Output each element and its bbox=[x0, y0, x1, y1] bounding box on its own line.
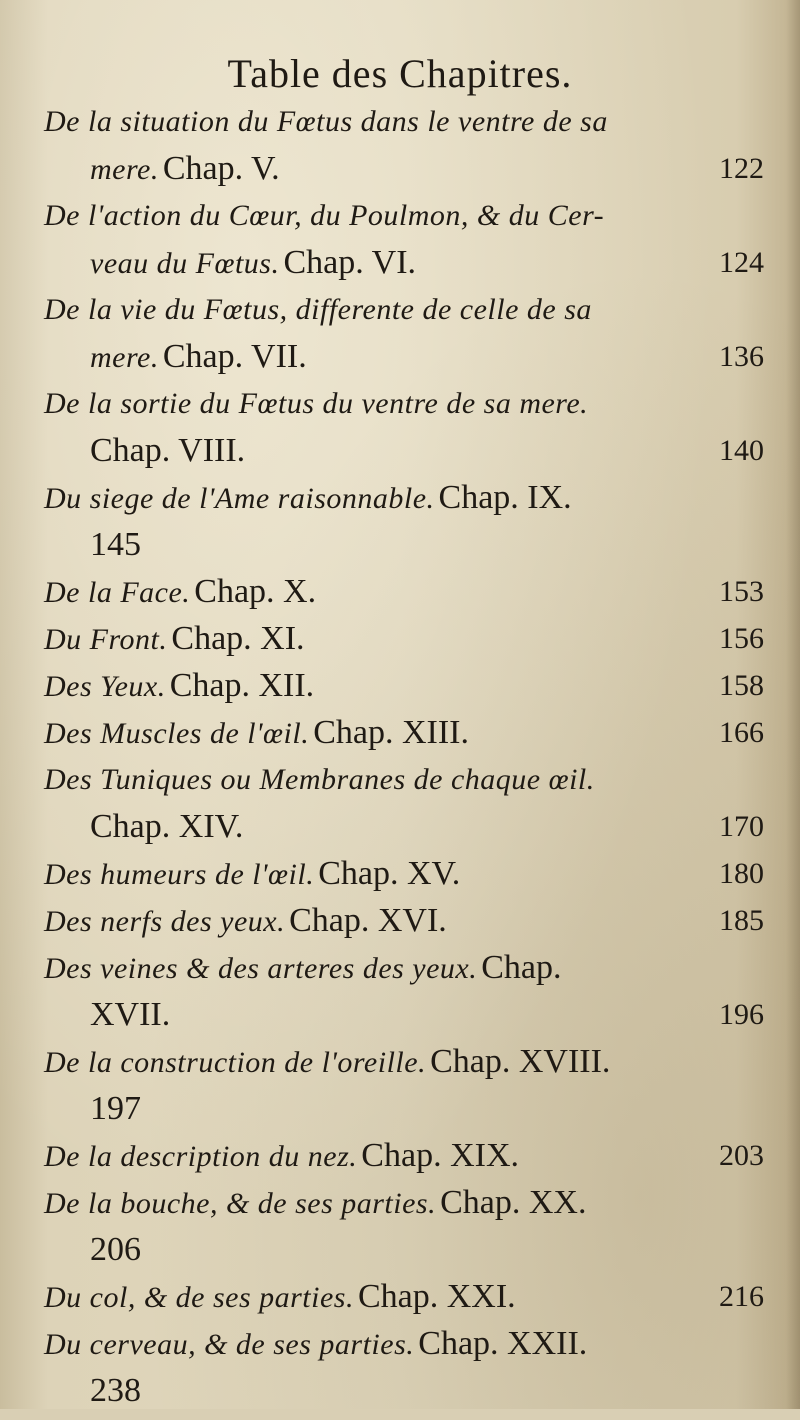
page-number: 124 bbox=[719, 246, 764, 279]
chapter-number: XVII. bbox=[90, 996, 171, 1033]
page-number: 122 bbox=[719, 152, 764, 185]
toc-line bbox=[44, 709, 764, 756]
chapter-title: Des Muscles de l'œil. bbox=[44, 717, 310, 750]
page-number: 166 bbox=[719, 716, 764, 749]
page-number: 196 bbox=[719, 998, 764, 1031]
toc-line bbox=[44, 803, 764, 850]
chapter-number: Chap. IX. bbox=[438, 479, 572, 516]
chapter-number: Chap. XX. bbox=[440, 1184, 587, 1221]
toc-line bbox=[44, 1273, 764, 1320]
chapter-title: Des Tuniques ou Membranes de chaque œil. bbox=[44, 763, 595, 796]
page-number: 145 bbox=[90, 526, 141, 563]
chapter-title: De la construction de l'oreille. bbox=[44, 1046, 427, 1079]
toc-line bbox=[44, 944, 764, 991]
chapter-title: mere. bbox=[90, 341, 159, 374]
chapter-title: Du siege de l'Ame raisonnable. bbox=[44, 482, 435, 515]
page-number: 206 bbox=[90, 1231, 141, 1268]
page-number: 185 bbox=[719, 904, 764, 937]
chapter-number: Chap. XIV. bbox=[90, 808, 244, 845]
table-of-contents bbox=[44, 98, 764, 1414]
chapter-title: veau du Fœtus. bbox=[90, 247, 280, 280]
chapter-number: Chap. XXII. bbox=[418, 1325, 588, 1362]
page-number: 197 bbox=[90, 1090, 141, 1127]
chapter-title: Des humeurs de l'œil. bbox=[44, 858, 315, 891]
chapter-title: Des Yeux. bbox=[44, 670, 166, 703]
page-number: 238 bbox=[90, 1372, 141, 1409]
chapter-title: De l'action du Cœur, du Poulmon, & du Cer- bbox=[44, 199, 605, 232]
toc-line bbox=[44, 380, 764, 427]
toc-line bbox=[44, 756, 764, 803]
toc-line bbox=[44, 991, 764, 1038]
toc-line bbox=[44, 286, 764, 333]
toc-line bbox=[44, 615, 764, 662]
page-number: 180 bbox=[719, 857, 764, 890]
chapter-title: De la vie du Fœtus, differente de celle de sa bbox=[44, 293, 592, 326]
toc-line bbox=[44, 98, 764, 145]
page-edge-shadow bbox=[786, 0, 800, 1409]
chapter-number: Chap. XIX. bbox=[361, 1137, 519, 1174]
chapter-number: Chap. XVI. bbox=[289, 902, 447, 939]
chapter-number: Chap. XIII. bbox=[313, 714, 470, 751]
page-number: 140 bbox=[719, 434, 764, 467]
toc-line bbox=[44, 521, 764, 568]
chapter-number: Chap. bbox=[481, 949, 562, 986]
page-number: 216 bbox=[719, 1280, 764, 1313]
page-number: 156 bbox=[719, 622, 764, 655]
chapter-title: Du Front. bbox=[44, 623, 168, 656]
chapter-title: Des veines & des arteres des yeux. bbox=[44, 952, 478, 985]
toc-line bbox=[44, 239, 764, 286]
page-number: 153 bbox=[719, 575, 764, 608]
chapter-number: Chap. VI. bbox=[283, 244, 417, 281]
chapter-title: Du col, & de ses parties. bbox=[44, 1281, 354, 1314]
toc-line bbox=[44, 1320, 764, 1367]
page-number: 136 bbox=[719, 340, 764, 373]
chapter-title: De la Face. bbox=[44, 576, 191, 609]
chapter-title: Du cerveau, & de ses parties. bbox=[44, 1328, 415, 1361]
toc-line bbox=[44, 145, 764, 192]
chapter-number: Chap. XVIII. bbox=[430, 1043, 611, 1080]
chapter-number: Chap. V. bbox=[162, 150, 280, 187]
toc-line bbox=[44, 1226, 764, 1273]
chapter-title: De la situation du Fœtus dans le ventre de sa bbox=[44, 105, 608, 138]
page-number: 203 bbox=[719, 1139, 764, 1172]
toc-line bbox=[44, 427, 764, 474]
page-number: 170 bbox=[719, 810, 764, 843]
toc-line bbox=[44, 192, 764, 239]
chapter-number: Chap. XII. bbox=[169, 667, 315, 704]
toc-line bbox=[44, 1085, 764, 1132]
toc-line bbox=[44, 1179, 764, 1226]
chapter-title: De la bouche, & de ses parties. bbox=[44, 1187, 437, 1220]
chapter-number: Chap. XI. bbox=[171, 620, 305, 657]
page-title: Table des Chapitres. bbox=[227, 51, 573, 96]
page-number: 158 bbox=[719, 669, 764, 702]
toc-line bbox=[44, 850, 764, 897]
toc-line bbox=[44, 474, 764, 521]
chapter-title: Des nerfs des yeux. bbox=[44, 905, 286, 938]
toc-line bbox=[44, 662, 764, 709]
chapter-title: mere. bbox=[90, 153, 159, 186]
toc-line bbox=[44, 1367, 764, 1414]
chapter-number: Chap. X. bbox=[194, 573, 317, 610]
toc-line bbox=[44, 897, 764, 944]
toc-line bbox=[44, 333, 764, 380]
toc-line bbox=[44, 1132, 764, 1179]
chapter-title: De la sortie du Fœtus du ventre de sa mere. bbox=[44, 387, 589, 420]
chapter-title: De la description du nez. bbox=[44, 1140, 358, 1173]
toc-line bbox=[44, 568, 764, 615]
chapter-number: Chap. VIII. bbox=[90, 432, 246, 469]
chapter-number: Chap. XV. bbox=[318, 855, 461, 892]
chapter-number: Chap. VII. bbox=[162, 338, 307, 375]
chapter-number: Chap. XXI. bbox=[357, 1278, 516, 1315]
toc-line bbox=[44, 1038, 764, 1085]
